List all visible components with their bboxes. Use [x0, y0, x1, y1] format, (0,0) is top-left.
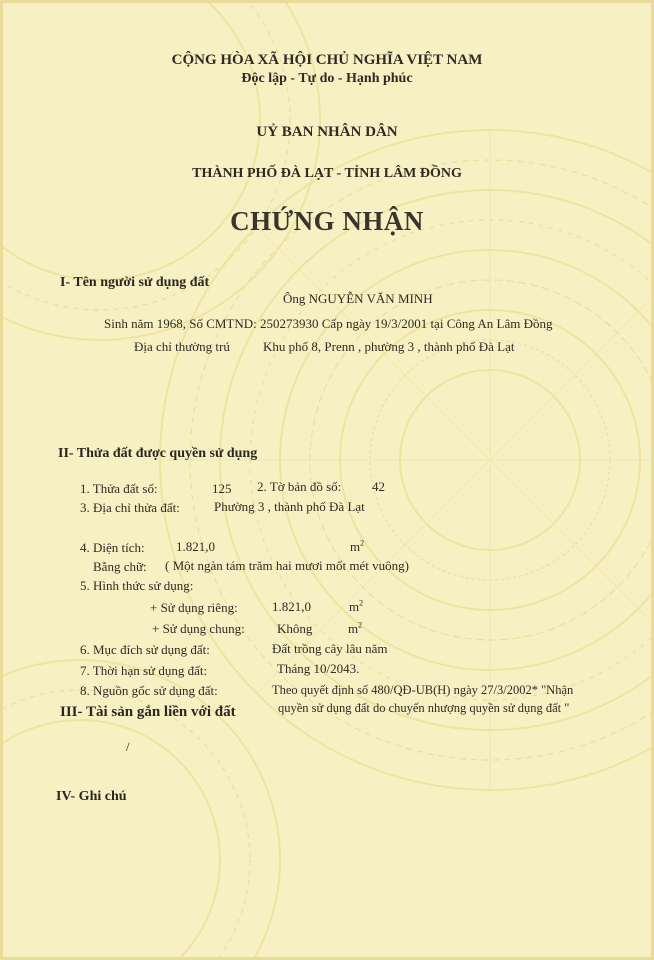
- map-sheet-value: 42: [372, 479, 385, 494]
- section-1-heading: I- Tên người sử dụng đất: [60, 275, 210, 290]
- parcel-number-label: 1. Thửa đất số:: [80, 481, 158, 496]
- usage-form-label: 5. Hình thức sử dụng:: [80, 578, 194, 593]
- nation-title: CỘNG HÒA XÃ HỘI CHỦ NGHĨA VIỆT NAM: [171, 52, 483, 68]
- owner-birth-id-line: Sinh năm 1968, Số CMTND: 250273930 Cấp ngày 19/3/2001 tại Công An Lâm Đồng: [104, 316, 553, 331]
- parcel-number-value: 125: [212, 481, 232, 496]
- area-in-words-value: ( Một ngàn tám trăm hai mươi mốt mét vuông): [165, 558, 409, 573]
- land-origin-line-1: Theo quyết định số 480/QĐ-UB(H) ngày 27/3/2002* "Nhận: [272, 683, 574, 697]
- area-label: 4. Diện tích:: [80, 540, 145, 555]
- private-use-unit: $m^2$: [349, 598, 364, 614]
- common-use-label: + Sử dụng chung:: [152, 621, 245, 636]
- parcel-address-value: Phường 3 , thành phố Đà Lạt: [214, 499, 365, 514]
- owner-name: Ông NGUYỄN VĂN MINH: [283, 291, 433, 306]
- usage-term-value: Tháng 10/2043.: [277, 661, 360, 676]
- permanent-address-label: Địa chỉ thường trú: [134, 339, 230, 354]
- private-use-value: 1.821,0: [272, 599, 311, 614]
- issuing-locality: THÀNH PHỐ ĐÀ LẠT - TỈNH LÂM ĐỒNG: [192, 166, 462, 181]
- land-origin-label: 8. Nguồn gốc sử dụng đất:: [80, 683, 218, 698]
- land-purpose-label: 6. Mục đích sử dụng đất:: [80, 642, 210, 657]
- area-in-words-label: Bằng chữ:: [93, 559, 147, 574]
- common-use-value: Không: [277, 621, 313, 636]
- section-2-heading: II- Thửa đất được quyền sử dụng: [58, 446, 258, 461]
- private-use-label: + Sử dụng riêng:: [150, 600, 238, 615]
- permanent-address-value: Khu phố 8, Prenn , phường 3 , thành phố Đà Lạt: [263, 339, 515, 354]
- attached-assets-value: /: [126, 739, 130, 754]
- section-4-heading: IV- Ghi chú: [56, 789, 127, 804]
- land-purpose-value: Đất trồng cây lâu năm: [272, 641, 388, 656]
- map-sheet-label: 2. Tờ bản đồ số:: [257, 479, 342, 494]
- parcel-address-label: 3. Địa chỉ thửa đất:: [80, 500, 180, 515]
- area-unit: $m^2$: [350, 538, 365, 554]
- certificate-title: CHỨNG NHẬN: [230, 206, 424, 236]
- national-motto: Độc lập - Tự do - Hạnh phúc: [241, 71, 413, 86]
- usage-term-label: 7. Thời hạn sử dụng đất:: [80, 663, 208, 678]
- land-origin-line-2: quyền sử dụng đất do chuyển nhượng quyền sử dụng đất ": [278, 701, 570, 715]
- area-value: 1.821,0: [176, 539, 215, 554]
- section-3-heading: III- Tài sản gắn liền với đất: [60, 704, 236, 720]
- common-use-unit: $m^2$: [348, 620, 363, 636]
- issuing-authority: UỶ BAN NHÂN DÂN: [256, 124, 398, 140]
